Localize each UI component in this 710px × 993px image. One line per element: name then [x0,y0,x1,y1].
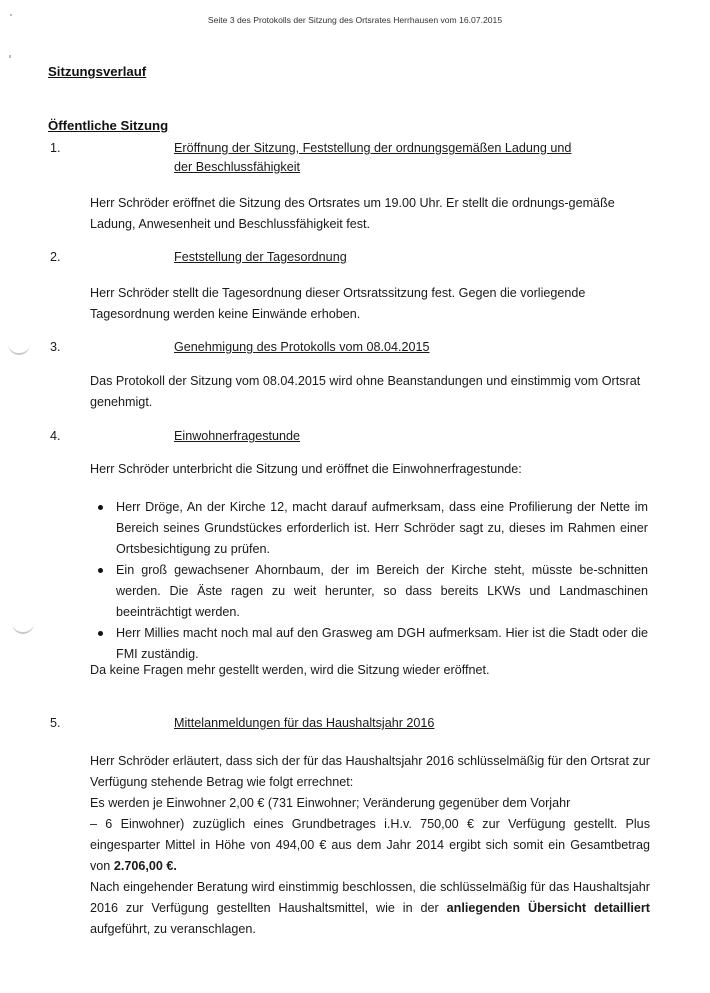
attachment-reference: anliegenden Übersicht detailliert [446,901,650,915]
budget-calc-line: Es werden je Einwohner 2,00 € (731 Einwohner; Veränderung gegenüber dem Vorjahr [90,796,571,810]
list-item [90,623,648,665]
item-title: Feststellung der Tagesordnung [174,250,347,264]
item-number: 4. [50,429,61,443]
list-item-text: Herr Dröge, An der Kirche 12, macht darauf aufmerksam, dass eine Profilierung der Nette im Bereich seines Grundstückes erforderlich ist. Herr Schröder sagt zu, dieses im Rahmen einer Ortsbesichtigung zu prüfen. [116,500,648,556]
budget-calc-text: – 6 Einwohner) zuzüglich eines Grundbetrages i.H.v. 750,00 € zur Verfügung gestellt. Plus eingesparter Mittel in Höhe von 494,00 € aus dem Jahr 2014 ergibt sich somit ein Gesamtbetrag von [90,817,650,873]
bullet-icon [98,568,103,573]
section-title: Sitzungsverlauf [48,64,147,79]
item-number: 3. [50,340,61,354]
item-text [90,751,650,940]
item-number: 2. [50,250,61,264]
item-text: Herr Schröder eröffnet die Sitzung des Ortsrates um 19.00 Uhr. Er stellt die ordnungs-gemäße Ladung, Anwesenheit und Beschlussfähigkeit fest. [90,196,615,231]
punch-hole-mark [12,622,34,634]
list-item-text: Herr Millies macht noch mal auf den Grasweg am DGH aufmerksam. Hier ist die Stadt oder die FMI zuständig. [116,626,648,661]
item-number: 1. [50,141,61,155]
scan-speck [10,14,12,16]
resolution-text-end: aufgeführt, zu veranschlagen. [90,922,256,936]
resolution-text: Nach eingehender Beratung wird einstimmig beschlossen, die schlüsselmäßig für das Haushaltsjahr 2016 zur Verfügung gestellten Haushaltsmittel, wie in der [90,880,650,915]
bullet-icon [98,631,103,636]
page-header: Seite 3 des Protokolls der Sitzung des Ortsrates Herrhausen vom 16.07.2015 [207,15,503,25]
item-title-line: der Beschlussfähigkeit [174,160,301,174]
item-title-line: Eröffnung der Sitzung, Feststellung der ordnungsgemäßen Ladung und [174,141,572,155]
bullet-icon [98,505,103,510]
budget-explanation: Herr Schröder erläutert, dass sich der für das Haushaltsjahr 2016 schlüsselmäßig für den Ortsrat zur Verfügung stehende Betrag wie folgt errechnet: [90,754,650,789]
item-text: Das Protokoll der Sitzung vom 08.04.2015 wird ohne Beanstandungen und einstimmig vom Ortsrat genehmigt. [90,374,641,409]
item-text: Herr Schröder stellt die Tagesordnung dieser Ortsratssitzung fest. Gegen die vorliegende Tagesordnung werden keine Einwände erhoben. [90,286,586,321]
item-number: 5. [50,716,61,730]
item-title: Einwohnerfragestunde [174,429,301,443]
budget-calc [90,814,650,877]
item-title: Mittelanmeldungen für das Haushaltsjahr 2016 [174,716,435,730]
scan-speck [9,55,11,58]
list-item [90,560,648,623]
subsection-title: Öffentliche Sitzung [48,118,169,133]
list-item-text: Ein groß gewachsener Ahornbaum, der im Bereich der Kirche steht, müsste be-schnitten werden. Die Äste ragen zu weit herunter, so dass bereits LKWs und Landmaschinen beeinträchtigt werden. [116,563,648,619]
item-intro: Herr Schröder unterbricht die Sitzung und eröffnet die Einwohnerfragestunde: [90,462,522,476]
budget-resolution [90,877,650,940]
item-title: Genehmigung des Protokolls vom 08.04.2015 [174,340,430,354]
item-outro: Da keine Fragen mehr gestellt werden, wird die Sitzung wieder eröffnet. [90,663,490,677]
budget-total: 2.706,00 €. [113,859,177,873]
item-title [174,139,614,177]
list-item [90,497,648,560]
punch-hole-mark [8,343,30,355]
question-list [90,497,648,665]
